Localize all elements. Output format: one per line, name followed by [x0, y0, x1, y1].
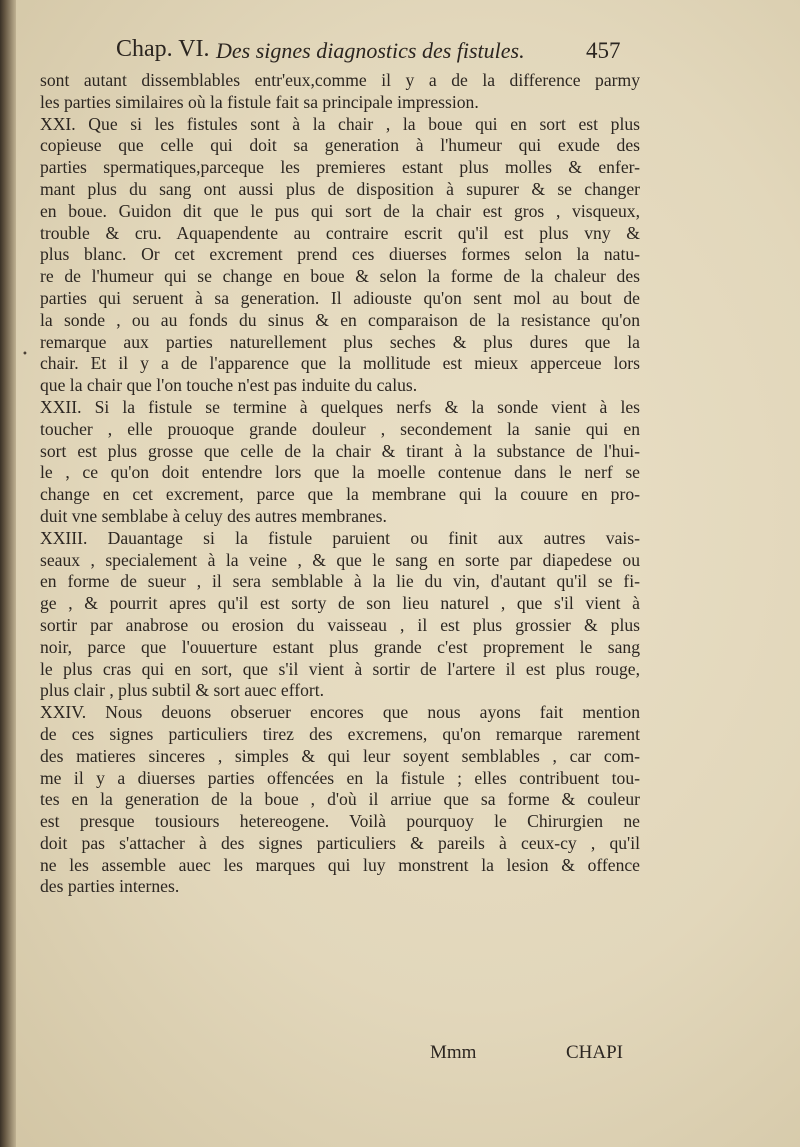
text-line: re de l'humeur qui se change en boue & selon la forme de la chaleur des — [40, 266, 640, 287]
text-line: ne les assemble auec les marques qui luy monstrent la lesion & offence — [40, 854, 640, 875]
text-line: XXII. Si la fistule se termine à quelques nerfs & la sonde vient à les — [40, 396, 640, 417]
text-line: tes en la generation de la boue , d'où il arriue que sa forme & couleur — [40, 789, 640, 810]
text-line: parties qui seruent à sa generation. Il adiouste qu'on sent mol au bout de — [40, 287, 640, 308]
text-line: de ces signes particuliers tirez des excremens, qu'on remarque rarement — [40, 723, 640, 744]
text-line: noir, parce que l'ouuerture estant plus grande c'est proprement le sang — [40, 636, 640, 657]
text-line: plus blanc. Or cet excrement prend ces diuerses formes selon la natu- — [40, 244, 640, 265]
text-line: est presque tousiours hetereogene. Voilà pourquoy le Chirurgien ne — [40, 811, 640, 832]
text-line: sortir par anabrose ou erosion du vaisseau , il est plus grossier & plus — [40, 614, 640, 635]
page-footer — [0, 1042, 800, 1066]
signature-mark: Mmm — [430, 1042, 477, 1063]
text-line: XXIII. Dauantage si la fistule paruient ou finit aux autres vais- — [40, 527, 640, 548]
text-line: sort est plus grosse que celle de la chair & tirant à la substance de l'hui- — [40, 440, 640, 461]
text-line: XXI. Que si les fistules sont à la chair , la boue qui en sort est plus — [40, 113, 640, 134]
text-line: trouble & cru. Aquapendente au contraire escrit qu'il est plus vny & — [40, 222, 640, 243]
running-header — [100, 36, 660, 68]
page-number: 457 — [586, 38, 621, 63]
chapter-title: Des signes diagnostics des fistules. — [216, 38, 525, 63]
text-line: doit pas s'attacher à des signes particuliers & pareils à ceux-cy , qu'il — [40, 832, 640, 853]
text-line: le plus cras qui en sort, que s'il vient à sortir de l'artere il est plus rouge, — [40, 658, 640, 679]
body-text — [40, 70, 640, 898]
text-line: en boue. Guidon dit que le pus qui sort de la chair est gros , visqueux, — [40, 200, 640, 221]
text-line: parties spermatiques,parceque les premieres estant plus molles & enfer- — [40, 157, 640, 178]
text-line: des matieres sinceres , simples & qui leur soyent semblables , car com- — [40, 745, 640, 766]
text-line: me il y a diuerses parties offencées en la fistule ; elles contribuent tou- — [40, 767, 640, 788]
text-line: en forme de sueur , il sera semblable à la lie du vin, d'autant qu'il se fi- — [40, 571, 640, 592]
text-line: les parties similaires où la fistule fait sa principale impression. — [40, 91, 479, 112]
text-line: sont autant dissemblables entr'eux,comme il y a de la difference parmy — [40, 70, 640, 90]
text-line: mant plus du sang ont aussi plus de disposition à supurer & se changer — [40, 178, 640, 199]
margin-mark: • — [22, 349, 28, 360]
text-line: change en cet excrement, parce que la membrane qui la couure en pro- — [40, 484, 640, 505]
text-line: des parties internes. — [40, 876, 180, 897]
text-line: plus clair , plus subtil & sort auec effort. — [40, 680, 325, 701]
text-line: la sonde , ou au fonds du sinus & en comparaison de la resistance qu'on — [40, 309, 640, 330]
text-line: duit vne semblabe à celuy des autres membranes. — [40, 505, 387, 526]
text-line: toucher , elle prouoque grande douleur , secondement la sanie qui en — [40, 418, 640, 439]
text-line: XXIV. Nous deuons obseruer encores que nous ayons fait mention — [40, 702, 640, 723]
text-line: seaux , specialement à la veine , & que le sang en sorte par diapedese ou — [40, 549, 640, 570]
text-line: chair. Et il y a de l'apparence que la mollitude est mieux apperceue lors — [40, 353, 640, 374]
text-line: le , ce qu'on doit entendre lors que la moelle contenue dans le nerf se — [40, 462, 640, 483]
text-line: que la chair que l'on touche n'est pas induite du calus. — [40, 375, 418, 396]
text-line: remarque aux parties naturellement plus seches & plus dures que la — [40, 331, 640, 352]
chapter-label: Chap. VI. — [116, 36, 210, 62]
text-line: copieuse que celle qui doit sa generation à l'humeur qui exude des — [40, 135, 640, 156]
page-gutter-shadow — [0, 0, 16, 1147]
catchword: CHAPI — [566, 1042, 624, 1063]
text-line: ge , & pourrit apres qu'il est sorty de son lieu naturel , que s'il vient à — [40, 593, 640, 614]
